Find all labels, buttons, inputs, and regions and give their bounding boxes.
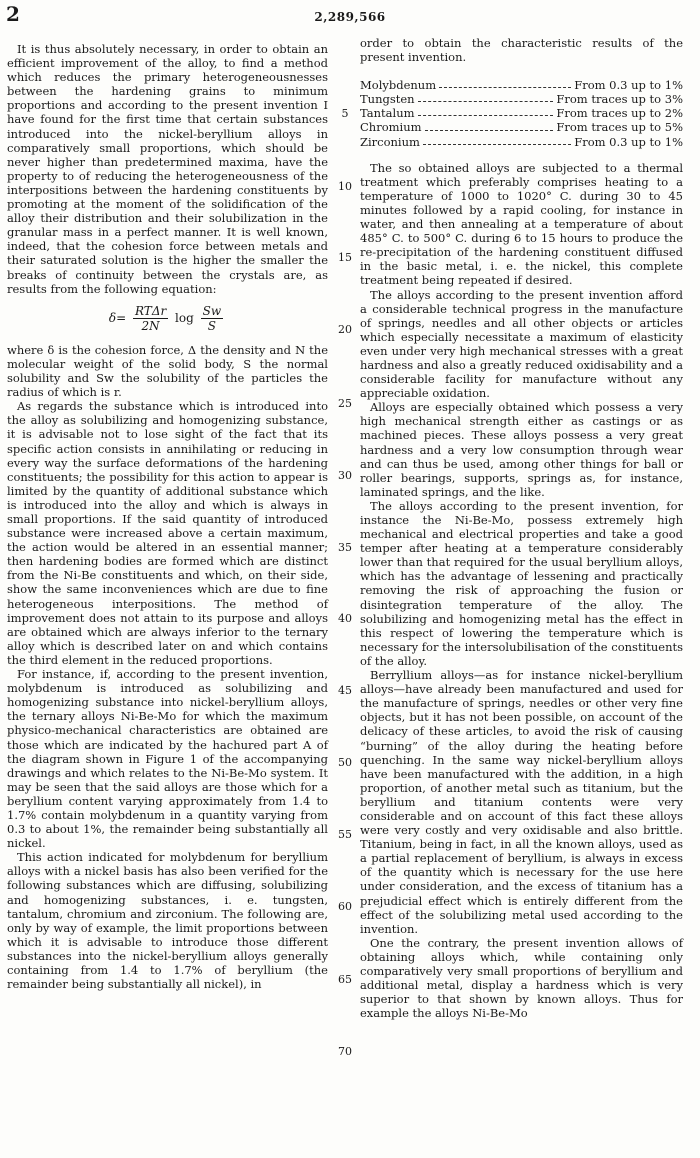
leader-dots (439, 78, 571, 88)
leader-dots (418, 106, 554, 116)
line-number: 60 (338, 900, 352, 913)
table-row (360, 120, 683, 134)
cohesion-equation (7, 304, 328, 333)
leader-dots (425, 120, 554, 130)
table-row (360, 106, 683, 120)
left-paragraph-3: As regards the substance which is introduced into the alloy as solubilizing and homogenizing substance, it is advisable not to lose sight of the fact that its specific action consists in annihilating or reducing in every way the surface deformations of the hardening constituents; the possibility for this action to appear is limited by the quantity of additional substance which is introduced into the alloy and which is always in small proportions. If the said quantity of introduced substance were increased above a certain maximum, the action would be altered in an essential manner; then hardening bodies are formed which are distinct from the Ni-Be constituents and which, on their side, show the same inconveniences which are due to fine heterogeneous interpositions. The method of improvement does not attain to its purpose and alloys are obtained which are always inferior to the ternary alloy which is described later on and which contains the third element in the reduced proportions. (7, 399, 328, 667)
right-column (360, 36, 683, 1020)
line-number: 55 (338, 828, 352, 841)
page-number: 2 (6, 2, 20, 26)
right-paragraph-2: The alloys according to the present invention afford a considerable technical progress in the manufacture of springs, needles and all other objects or articles which especially necessitate a maximum of elasticity even under very high mechanical stresses with a great hardness and also a greatly reduced oxidisability and a considerable facility for manufacture without any appreciable oxidation. (360, 287, 683, 401)
line-number: 30 (338, 469, 352, 482)
left-paragraph-1: It is thus absolutely necessary, in order to obtain an efficient improvement of the alloy, to find a method which reduces the primary heterogeneousnesses between the hardening grains to minimum proportions and according to the present invention I have found for the first time that certain substances introduced into the nickel-beryllium alloys in comparatively small proportions, which should be never higher than predetermined maxima, have the property to of reducing the heterogeneousness of the interpositions between the hardening constituents by promoting at the moment of the solidification of the alloy their distribution and their solubilization in the granular mass in a perfect manner. It is well known, indeed, that the cohesion force between metals and their saturated solution is the higher the smaller the breaks of continuity between the crystals are, as results from the following equation: (7, 42, 328, 296)
equation-fraction-1 (133, 304, 168, 333)
alloy-name: Zirconium (360, 134, 420, 149)
left-paragraph-4: For instance, if, according to the present invention, molybdenum is introduced as solubilizing and homogenizing substance into nickel-beryllium alloys, the ternary alloys Ni-Be-Mo for which the maximum physico-mechanical characteristics are obtained are those which are indicated by the hachured part A of the diagram shown in Figure 1 of the accompanying drawings and which relates to the Ni-Be-Mo system. It may be seen that the said alloys are those which for a beryllium content varying approximately from 1.4 to 1.7% contain molybdenum in a quantity varying from 0.3 to about 1%, the remainder being substantially all nickel. (7, 667, 328, 851)
line-number: 40 (338, 612, 352, 625)
right-paragraph-1: The so obtained alloys are subjected to a thermal treatment which preferably comprises heating to a temperature of 1000 to 1020° C. during 30 to 45 minutes followed by a rapid cooling, for instance in water, and then annealing at a temperature of about 485° C. to 500° C. during 6 to 15 hours to produce the re-precipitation of the hardening constituent diffused in the basic metal, i. e. the nickel, this complete treatment being repeated if desired. (360, 160, 683, 288)
line-number: 25 (338, 397, 352, 410)
alloy-range: From 0.3 up to 1% (574, 134, 683, 149)
right-paragraph-3: Alloys are especially obtained which possess a very high mechanical strength either as castings or as machined pieces. These alloys possess a very great hardness and a very low consumption through wear and can thus be used, among other things for ball or roller bearings, supports, springs as, for instance, laminated springs, and the like. (360, 400, 683, 499)
table-row (360, 135, 683, 149)
alloy-proportions-table (360, 78, 683, 148)
alloy-range: From traces up to 5% (556, 120, 683, 135)
alloy-name: Chromium (360, 120, 422, 135)
alloy-name: Tantalum (360, 106, 415, 121)
leader-dots (423, 135, 571, 145)
line-number: 5 (341, 107, 349, 120)
equation-lhs: δ= (108, 310, 127, 325)
line-number: 35 (338, 541, 352, 554)
right-paragraph-5: Berryllium alloys—as for instance nickel-beryllium alloys—have already been manufactured and used for the manufacture of springs, needles or other very fine objects, but it has not been possible, on account of the delicacy of these articles, to avoid the risk of causing “burning” of the alloy during the heating before quenching. In the same way nickel-beryllium alloys have been manufactured with the addition, in a high proportion, of another metal such as titanium, but the beryllium and titanium contents were very considerable and on account of this fact these alloys were very costly and very oxidisable and also brittle. Titanium, being in fact, in all the known alloys, used as a partial replacement of beryllium, is always in excess of the quantity which is necessary for the use here under consideration, and the excess of titanium has a prejudicial effect which is entirely different from the effect of the solubilizing metal used according to the invention. (360, 668, 683, 936)
left-paragraph-5: This action indicated for molybdenum for beryllium alloys with a nickel basis has also been verified for the following substances which are diffusing, solubilizing and homogenizing substances, i. e. tungsten, tantalum, chromium and zirconium. The following are, only by way of example, the limit proportions between which it is advisable to introduce those different substances into the nickel-beryllium alloys generally containing from 1.4 to 1.7% of beryllium (the remainder being substantially all nickel), in (7, 850, 328, 992)
alloy-name: Tungsten (360, 92, 415, 107)
equation-denominator-2: S (207, 318, 216, 333)
table-row (360, 78, 683, 92)
alloy-range: From 0.3 up to 1% (574, 78, 683, 93)
equation-numerator-1: RTΔr (134, 303, 167, 318)
line-number: 10 (338, 180, 352, 193)
right-paragraph-6: One the contrary, the present invention allows of obtaining alloys which, while containing only comparatively very small proportions of beryllium and additional metal, display a hardness which is very superior to that shown by known alloys. Thus for example the alloys Ni-Be-Mo (360, 935, 683, 1021)
table-row (360, 92, 683, 106)
left-paragraph-2: where δ is the cohesion force, Δ the density and N the molecular weight of the solid body, S the normal solubility and Sw the solubility of the particles the radius of which is r. (7, 342, 328, 400)
equation-numerator-2: Sw (202, 303, 222, 318)
line-number: 65 (338, 973, 352, 986)
equation-fraction-2 (201, 304, 224, 333)
leader-dots (418, 92, 554, 102)
left-column (7, 42, 328, 991)
line-number: 50 (338, 756, 352, 769)
patent-number: 2,289,566 (314, 10, 386, 24)
line-number: 15 (338, 251, 352, 264)
line-number: 70 (338, 1045, 352, 1058)
line-number: 45 (338, 684, 352, 697)
right-paragraph-0: order to obtain the characteristic results of the present invention. (360, 36, 683, 65)
equation-denominator-1: 2N (141, 318, 160, 333)
alloy-name: Molybdenum (360, 78, 437, 93)
equation-log: log (175, 310, 194, 325)
alloy-range: From traces up to 3% (556, 92, 683, 107)
line-number: 20 (338, 323, 352, 336)
alloy-range: From traces up to 2% (556, 106, 683, 121)
right-paragraph-4: The alloys according to the present invention, for instance the Ni-Be-Mo, possess extremely high mechanical and electrical properties and take a good temper after heating at a temperature considerably lower than that required for the usual beryllium alloys, which has the advantage of lessening and practically removing the risk of approaching the fusion or disintegration temperature of the alloy. The solubilizing and homogenizing metal has the effect in this respect of lowering the temperature which is necessary for the intersolubilisation of the constituents of the alloy. (360, 498, 684, 668)
